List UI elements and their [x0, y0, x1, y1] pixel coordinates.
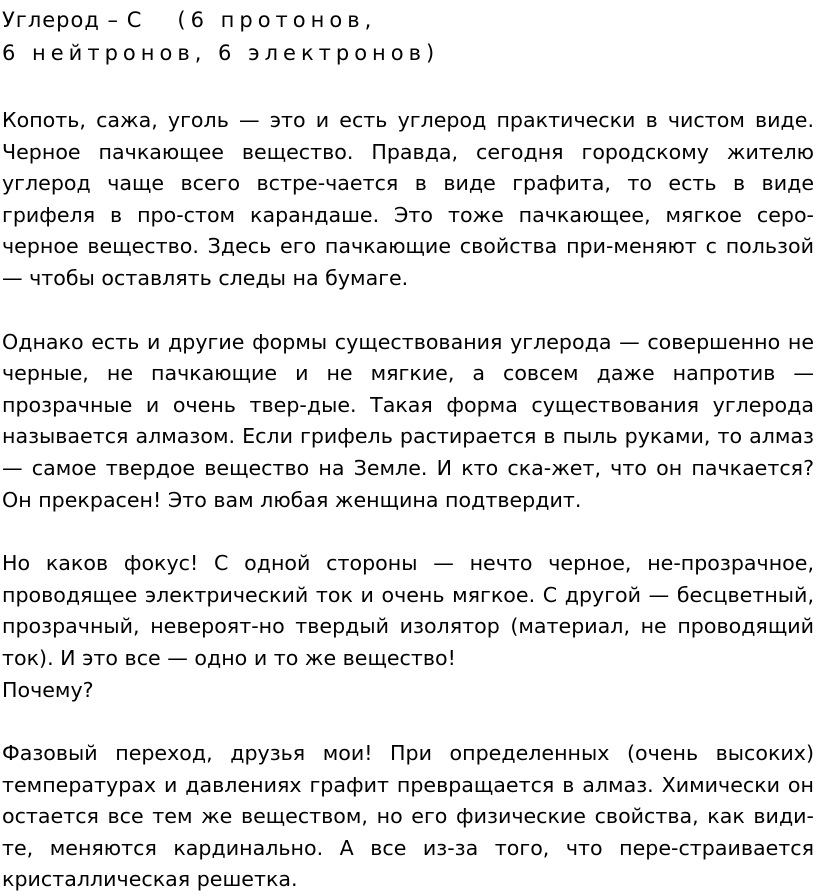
- spacer: [2, 516, 814, 548]
- document-title: [2, 4, 814, 70]
- paragraph-why: Почему?: [2, 677, 94, 702]
- title-line-1: [2, 8, 376, 32]
- paragraph-trick: Но каков фокус! С одной стороны — нечто черное, не-прозрачное, проводящее электрический ток и очень мягкое. С другой — бесцветный, прозрачный, невероят-но твердый изолятор (материал, не проводящий ток). И это все — одно и то же вещество!: [2, 551, 814, 670]
- title-element-name: Углерод – С: [2, 8, 143, 32]
- paragraph-phase-transition: Фазовый переход, друзья мои! При определенных (очень высоких) температурах и давлениях графит превращается в алмаз. Химически он остается все тем же веществом, но его физические свойства, как види-те, меняются кардинально. А все из-за того, что пере-страивается кристаллическая решетка.: [2, 741, 814, 892]
- spacer: [2, 706, 814, 738]
- title-protons: (6 протонов,: [177, 8, 377, 32]
- spacer: [2, 295, 814, 327]
- paragraph-soot-graphite: Копоть, сажа, уголь — это и есть углерод практически в чистом виде. Черное пачкающее вещество. Правда, сегодня городскому жителю углерод чаще всего встре-чается в виде графита, то есть в виде грифеля в про-стом карандаше. Это тоже пачкающее, мягкое серо-черное вещество. Здесь его пачкающие свойства при-меняют с пользой — чтобы оставлять следы на бумаге.: [2, 108, 814, 290]
- paragraph-diamond: Однако есть и другие формы существования углерода — совершенно не черные, не пачкающие и не мягкие, а совсем даже напротив — прозрачные и очень твер-дые. Такая форма существования углерода называется алмазом. Если грифель растирается в пыль руками, то алмаз — самое твердое вещество на Земле. И кто ска-жет, что он пачкается? Он прекрасен! Это вам любая женщина подтвердит.: [2, 329, 814, 512]
- title-line-2: 6 нейтронов, 6 электронов): [2, 41, 440, 65]
- spacer: [2, 70, 814, 105]
